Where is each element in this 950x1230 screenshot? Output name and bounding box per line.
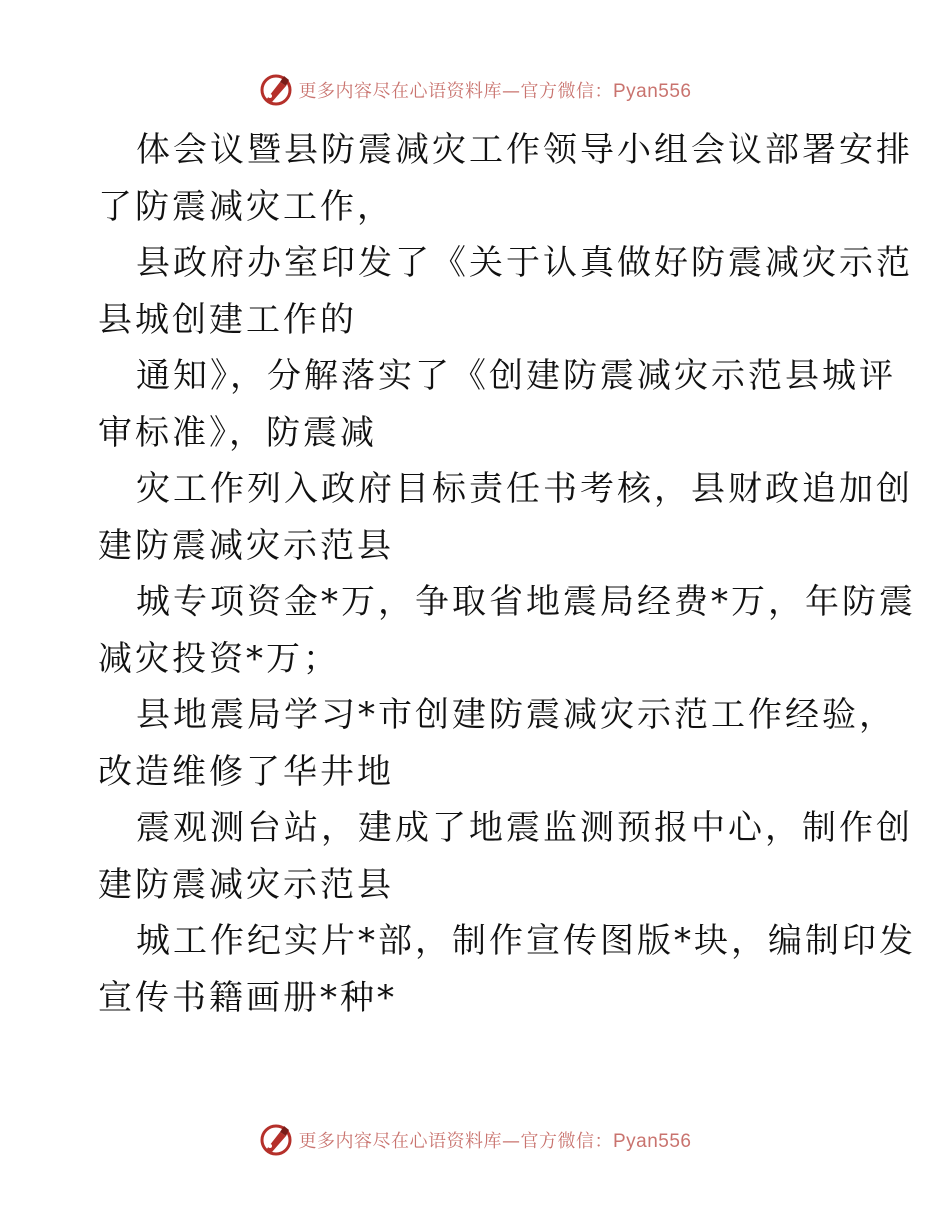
paragraph: [98, 574, 916, 687]
paragraph-line: 城工作纪实片*部，制作宣传图版*块，编制印发: [136, 921, 916, 961]
red-pen-logo-icon: [258, 1122, 294, 1158]
paragraph: [98, 800, 913, 913]
red-pen-logo-icon: [258, 72, 294, 108]
paragraph-line: 县地震局学习*市创建防震减灾示范工作经验，: [136, 695, 896, 735]
paragraph-line: 了防震减灾工作，: [98, 186, 394, 227]
paragraph: [98, 461, 913, 574]
header-watermark-text: [298, 77, 691, 103]
paragraph: [98, 348, 896, 461]
paragraph-line: 城专项资金*万，争取省地震局经费*万，年防震: [136, 582, 916, 622]
paragraph-line: 建防震减灾示范县: [98, 864, 394, 905]
header-watermark-banner: [0, 70, 950, 110]
paragraph: [98, 122, 913, 235]
footer-watermark-wechat-id: Pyan556: [612, 1131, 692, 1152]
document-body: [98, 122, 916, 1026]
paragraph-line: 改造维修了华井地: [98, 751, 394, 792]
footer-watermark-main: 更多内容尽在心语资料库—官方微信：: [298, 1131, 613, 1152]
paragraph: [98, 913, 916, 1026]
paragraph-line: 审标准》，防震减: [98, 412, 377, 453]
paragraph-line: 建防震减灾示范县: [98, 525, 394, 566]
paragraph: [98, 687, 896, 800]
paragraph-line: 县城创建工作的: [98, 299, 357, 340]
footer-watermark-text: [298, 1127, 691, 1153]
header-watermark-wechat-id: Pyan556: [612, 81, 692, 102]
footer-watermark-banner: [0, 1120, 950, 1160]
paragraph-line: 宣传书籍画册*种*: [98, 977, 397, 1018]
paragraph-line: 通知》，分解落实了《创建防震减灾示范县城评: [136, 356, 896, 396]
paragraph: [98, 235, 913, 348]
paragraph-line: 灾工作列入政府目标责任书考核，县财政追加创: [136, 469, 913, 509]
paragraph-line: 减灾投资*万；: [98, 638, 340, 679]
paragraph-line: 体会议暨县防震减灾工作领导小组会议部署安排: [136, 130, 913, 170]
paragraph-line: 县政府办室印发了《关于认真做好防震减灾示范: [136, 243, 913, 283]
header-watermark-main: 更多内容尽在心语资料库—官方微信：: [298, 81, 613, 102]
paragraph-line: 震观测台站，建成了地震监测预报中心，制作创: [136, 808, 913, 848]
